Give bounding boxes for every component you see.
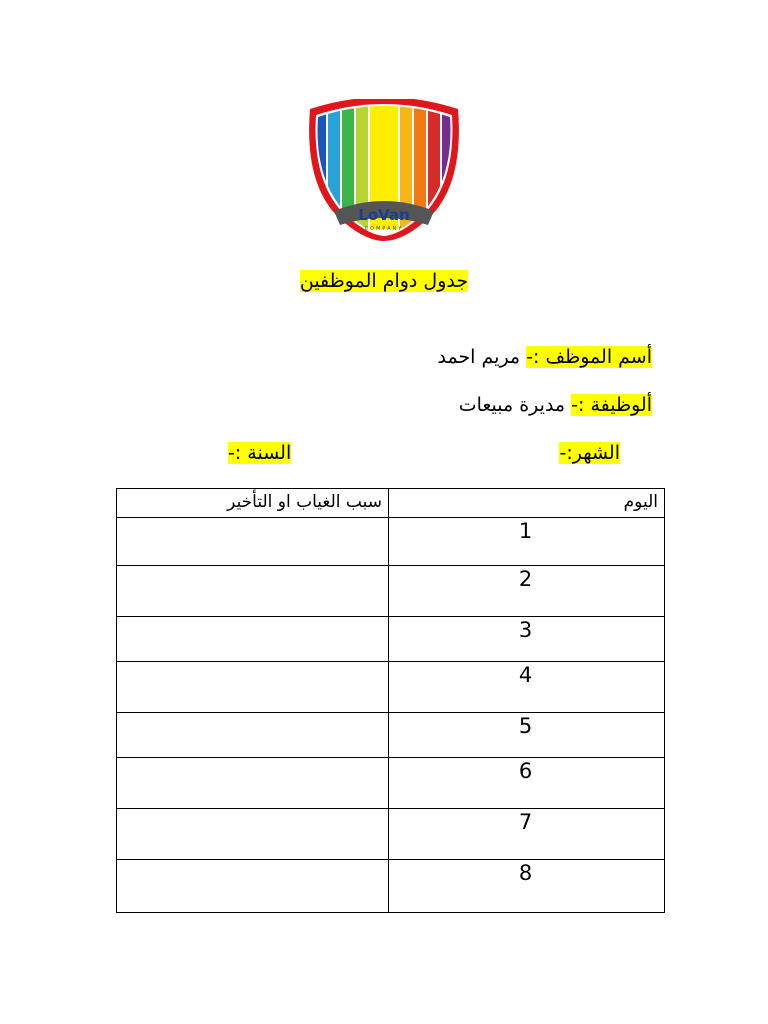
reason-cell[interactable] bbox=[117, 758, 389, 809]
table-row bbox=[117, 713, 665, 758]
header-reason: سبب الغياب او التأخير bbox=[117, 489, 389, 518]
table-row bbox=[117, 617, 665, 662]
employee-name-line bbox=[437, 344, 652, 370]
year-label: السنة :- bbox=[228, 442, 292, 464]
svg-text:LoVan: LoVan bbox=[358, 206, 410, 224]
table-row bbox=[117, 758, 665, 809]
day-number: 3 bbox=[518, 618, 533, 642]
reason-cell[interactable] bbox=[117, 617, 389, 662]
table-row bbox=[117, 860, 665, 913]
day-cell bbox=[389, 662, 665, 713]
employee-label: أسم الموظف :- bbox=[526, 346, 652, 368]
table-row bbox=[117, 566, 665, 617]
month-label: الشهر:- bbox=[559, 442, 620, 464]
page-title: جدول دوام الموظفين bbox=[299, 270, 469, 292]
month-line bbox=[559, 440, 620, 466]
day-cell bbox=[389, 566, 665, 617]
day-cell bbox=[389, 713, 665, 758]
lovan-logo bbox=[304, 99, 464, 241]
table-row bbox=[117, 518, 665, 566]
svg-text:COMPANY: COMPANY bbox=[364, 226, 404, 232]
attendance-table bbox=[116, 488, 665, 913]
reason-cell[interactable] bbox=[117, 713, 389, 758]
reason-cell[interactable] bbox=[117, 860, 389, 913]
employee-value: مريم احمد bbox=[437, 346, 521, 368]
day-number: 6 bbox=[518, 759, 533, 783]
header-day: اليوم bbox=[389, 489, 665, 518]
reason-cell[interactable] bbox=[117, 809, 389, 860]
table-header-row bbox=[117, 489, 665, 518]
table-row bbox=[117, 662, 665, 713]
reason-cell[interactable] bbox=[117, 662, 389, 713]
day-number: 4 bbox=[518, 663, 533, 687]
job-value: مديرة مبيعات bbox=[458, 394, 566, 416]
day-number: 7 bbox=[518, 810, 533, 834]
year-line bbox=[228, 440, 291, 466]
day-number: 5 bbox=[518, 714, 533, 738]
day-cell bbox=[389, 809, 665, 860]
day-cell bbox=[389, 758, 665, 809]
day-cell bbox=[389, 860, 665, 913]
reason-cell[interactable] bbox=[117, 518, 389, 566]
day-cell bbox=[389, 518, 665, 566]
day-number: 8 bbox=[518, 861, 533, 885]
day-number: 2 bbox=[518, 567, 533, 591]
table-row bbox=[117, 809, 665, 860]
job-line bbox=[459, 392, 652, 418]
day-number: 1 bbox=[518, 519, 533, 543]
job-label: ألوظيفة :- bbox=[571, 394, 652, 416]
day-cell bbox=[389, 617, 665, 662]
reason-cell[interactable] bbox=[117, 566, 389, 617]
